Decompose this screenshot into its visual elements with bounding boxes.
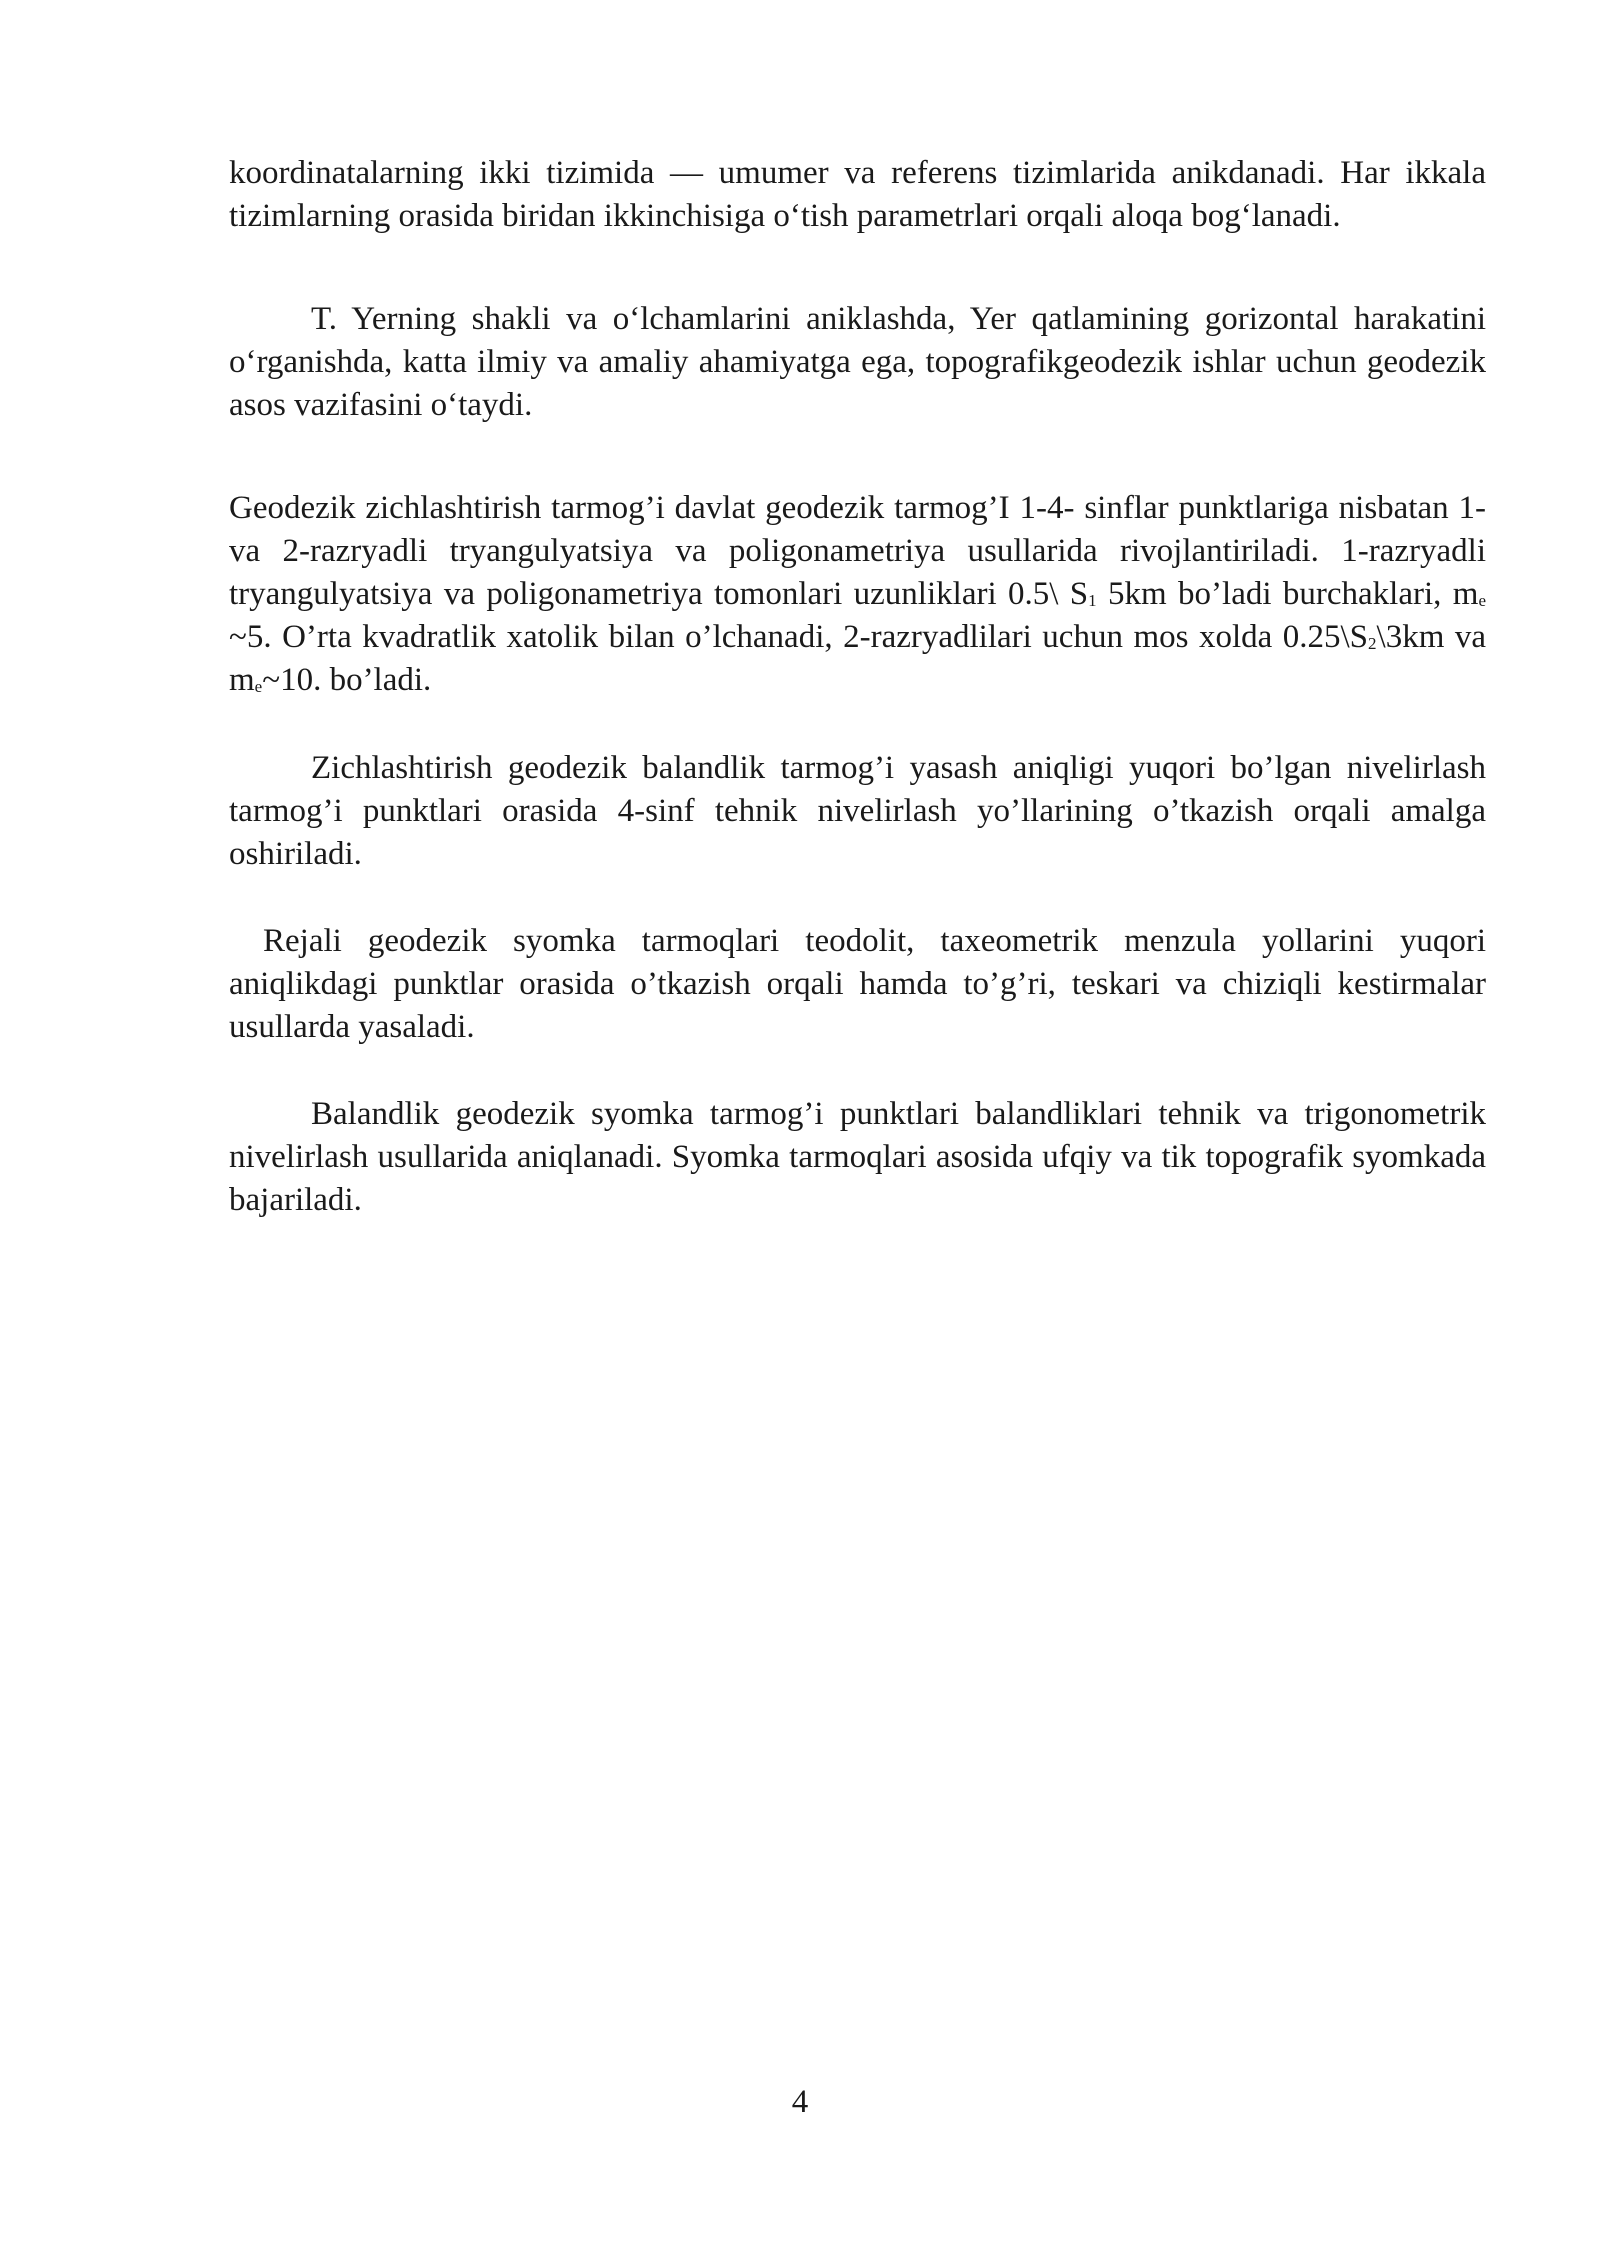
paragraph-3-text-e: ~10. bo’ladi. <box>262 662 432 698</box>
subscript-2: 2 <box>1368 634 1377 653</box>
paragraph-2: T. Yerning shakli va o‘lchamlarini aniklashda, Yer qatlamining gorizontal harakatini o‘rganishda, katta ilmiy va amaliy ahamiyatga ega, topografikgeodezik ishlar uchun geodezik asos vazifasini o‘taydi. <box>229 301 1486 423</box>
paragraph-6: Balandlik geodezik syomka tarmog’i punktlari balandliklari tehnik va trigonometrik nivelirlash usullarida aniqlanadi. Syomka tarmoqlari asosida ufqiy va tik topografik syomkada bajariladi. <box>229 1096 1486 1218</box>
subscript-e-1: e <box>1478 591 1486 610</box>
paragraph-5: Rejali geodezik syomka tarmoqlari teodolit, taxeometrik menzula yollarini yuqori aniqlikdagi punktlar orasida o’tkazish orqali hamda to’g’ri, teskari va chiziqli kestirmalar usullarda yasaladi. <box>229 923 1486 1045</box>
paragraph-3 <box>229 487 1486 702</box>
paragraph-4: Zichlashtirish geodezik balandlik tarmog’i yasash aniqligi yuqori bo’lgan nivelirlash tarmog’i punktlari orasida 4-sinf tehnik nivelirlash yo’llarining o’tkazish orqali amalga oshiriladi. <box>229 750 1486 872</box>
paragraph-3-text-b: 5km bo’ladi burchaklari, m <box>1096 576 1479 612</box>
paragraph-3-text-d: \3km va m <box>229 619 1487 698</box>
paragraph-3-text-c: ~5. O’rta kvadratlik xatolik bilan o’lchanadi, 2-razryadlilari uchun mos xolda 0.25\S <box>229 619 1369 655</box>
subscript-e-2: e <box>254 677 263 696</box>
paragraph-1: koordinatalarning ikki tizimida — umumer va referens tizimlarida anikdanadi. Har ikkala tizimlarning orasida biridan ikkinchisiga o‘tish parametrlari orqali aloqa bog‘lanadi. <box>229 155 1486 234</box>
paragraph-3-text-a: Geodezik zichlashtirish tarmog’i davlat geodezik tarmog’I 1-4- sinflar punktlariga nisbatan 1- va 2-razryadli tryangulyatsiya va poligonametriya usullarida rivojlantiriladi. 1-razryadli tryangulyatsiya va poligonametriya tomonlari uzunliklari 0.5\ S <box>229 490 1486 612</box>
page-number: 4 <box>791 2084 809 2120</box>
subscript-1: 1 <box>1088 591 1097 610</box>
